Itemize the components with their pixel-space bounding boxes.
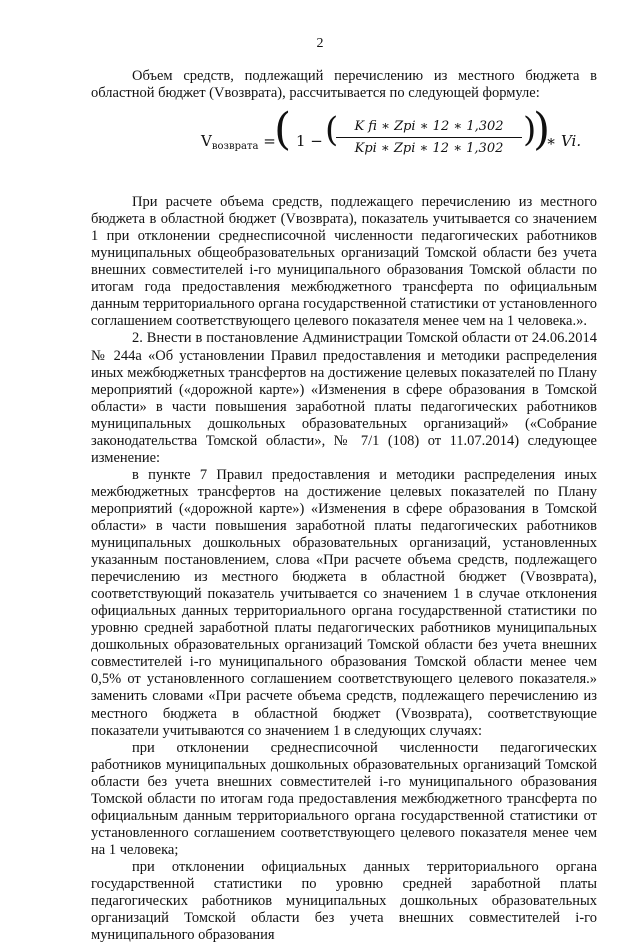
formula-close-paren: ) [533, 104, 551, 156]
paragraph-case-salary: при отклонении официальных данных территориального органа государственной статистики по уровню средней заработной платы педагогических работников муниципальных дошкольных образовательных организаций Томской области без учета внешних совместителей i-го муниципального образования [91, 858, 597, 944]
formula-open-paren: ( [274, 104, 292, 156]
page-number: 2 [316, 36, 324, 51]
paragraph-amendment-2: 2. Внести в постановление Администрации Томской области от 24.06.2014 № 244а «Об установлении Правил предоставления и методики распределения иных межбюджетных трансфертов на достижение целевых показателей по Плану мероприятий («дорожной карте») «Изменения в сфере образования в Томской области» в части повышения заработной платы педагогических работников муниципальных дошкольных образовательных организаций» («Собрание законодательства Томской области», № 7/1 (108) от 11.07.2014) следующее изменение: [91, 330, 597, 466]
paragraph-case-headcount: при отклонении среднесписочной численности педагогических работников муниципальных дошкольных образовательных организаций Томской области без учета внешних совместителей i-го муниципального образования Томской области по итогам года предоставления межбюджетного трансферта по официальным данным территориального органа государственной статистики от установленного соглашением соответствующего целевого показателя менее чем на 1 человека; [91, 739, 597, 858]
formula-numerator: K fi ∗ Zpi ∗ 12 ∗ 1,302 [336, 118, 522, 138]
formula-lhs: $V_{возврата}$ = [201, 132, 276, 153]
formula-vvozvrata [91, 102, 597, 194]
formula-denominator: Kpi ∗ Zpi ∗ 12 ∗ 1,302 [354, 141, 504, 157]
formula-tail: ∗ Vi. [546, 132, 582, 151]
paragraph-clause-7: в пункте 7 Правил предоставления и методики распределения иных межбюджетных трансфертов на достижение целевых показателей по Плану мероприятий («дорожной карте») «Изменения в сфере образования в Томской области» в части повышения заработной платы педагогических работников муниципальных дошкольных образовательных организаций, установленных указанным постановлением, слова «При расчете объема средств, подлежащего перечислению из местного бюджета в областной бюджет (Vвозврата), соответствующий показатель учитывается со значением 1 в случае отклонения официальных данных территориального органа государственной статистики по уровню средней заработной платы педагогических работников муниципальных дошкольных образовательных организаций Томской области без учета внешних совместителей i-го муниципального образования Томской области менее чем 0,5% от установленного соглашением соответствующего целевого показателя.» заменить словами «При расчете объема средств, подлежащего перечислению из местного бюджета в областной бюджет (Vвозврата), соответствующие показатели учитываются со значением 1 в следующих случаях: [91, 466, 597, 739]
formula-close-inner-paren: ) [523, 110, 537, 151]
formula-one-minus: 1 − [296, 132, 323, 151]
formula-fraction [336, 118, 522, 157]
formula-open-inner-paren: ( [325, 110, 339, 151]
paragraph-calculation-rule: При расчете объема средств, подлежащего перечислению из местного бюджета в областной бюджет (Vвозврата), показатель учитывается со значением 1 при отклонении среднесписочной численности педагогических работников муниципальных общеобразовательных организаций Томской области без учета внешних совместителей i-го муниципального образования Томской области по итогам года предоставления межбюджетного трансферта по официальным данным территориального органа государственной статистики от установленного соглашением соответствующего целевого показателя менее чем на 1 человека.». [91, 194, 597, 330]
paragraph-formula-intro: Объем средств, подлежащий перечислению из местного бюджета в областной бюджет (Vвозврата), рассчитывается по следующей формуле: [91, 68, 597, 102]
document-body [91, 68, 597, 944]
